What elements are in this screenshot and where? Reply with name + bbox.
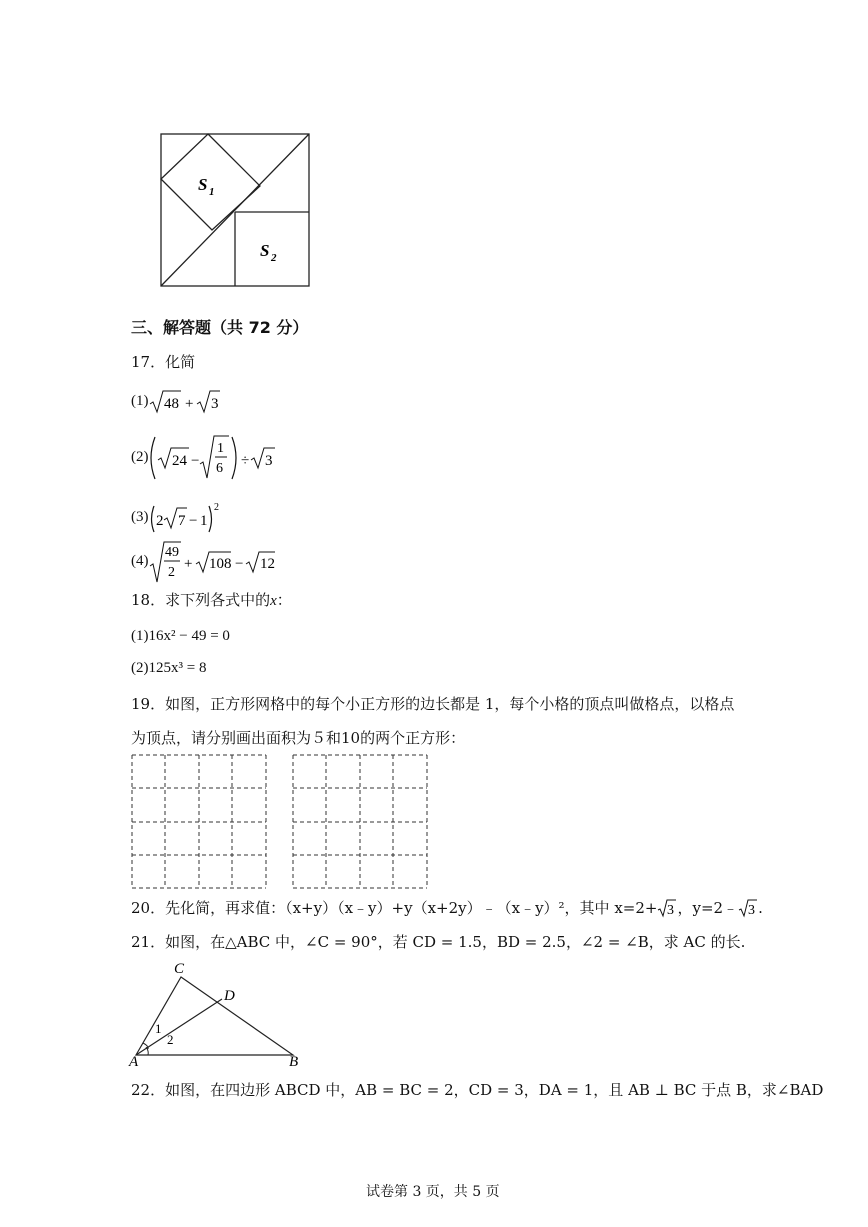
- q18-var: x: [270, 593, 277, 609]
- minus-sign-3: −: [235, 556, 244, 572]
- q19-line2: 为顶点，请分别画出面积为５和10的两个正方形：: [131, 729, 466, 747]
- q18-eq2: 125x³ = 8: [148, 660, 207, 676]
- radicand-12: 12: [260, 556, 275, 572]
- q18-eq1: 16x² − 49 = 0: [148, 628, 230, 644]
- q18-stem-text: 18．求下列各式中的: [131, 591, 271, 609]
- label-a: A: [129, 1054, 139, 1068]
- q17-part3: [131, 500, 271, 534]
- svg-text:3: 3: [748, 903, 756, 918]
- q20-end: .: [758, 899, 763, 917]
- q18-p2-label: (2): [131, 660, 149, 676]
- label-s2: S: [260, 241, 270, 260]
- q18-part1: [131, 626, 230, 646]
- square-s1: [161, 134, 260, 230]
- q17-p1-expr: [149, 388, 249, 416]
- radicand-48: 48: [164, 396, 179, 412]
- minus-sign: −: [191, 453, 200, 469]
- triangle-abc: [136, 977, 293, 1055]
- radicand-24: 24: [172, 453, 187, 469]
- triangle-figure: [126, 958, 316, 1068]
- q17-part4: [131, 540, 331, 584]
- label-b: B: [289, 1054, 299, 1068]
- label-angle-1: 1: [155, 1021, 162, 1036]
- frac-num-49: 49: [165, 545, 179, 560]
- q17-p3-label: (3): [131, 509, 149, 525]
- q17-p4-expr: [149, 540, 289, 584]
- grid-right: [292, 754, 428, 890]
- label-s1: S: [198, 175, 208, 194]
- minus-sign-2: −: [189, 513, 198, 529]
- square-figure: [150, 126, 320, 296]
- label-d: D: [224, 988, 235, 1004]
- q17-p3-expr: [149, 500, 229, 534]
- const-1: 1: [200, 513, 208, 529]
- q20-sqrt3-a: [657, 898, 677, 918]
- radicand-108: 108: [209, 556, 232, 572]
- radicand-3: 3: [211, 396, 219, 412]
- q18-colon: ：: [276, 591, 292, 609]
- q17-part1: [131, 388, 271, 418]
- q20-body: 20．先化简，再求值：（x+y）（x﹣y）+y（x+2y）﹣（x﹣y）²，其中 x=2+: [131, 899, 658, 917]
- q17-p1-label: (1): [131, 393, 149, 409]
- frac-num-1: 1: [217, 441, 224, 456]
- q22-text: 22．如图，在四边形 ABCD 中，AB = BC = 2，CD = 3，DA = 1，且 AB ⊥ BC 于点 B，求∠BAD: [131, 1081, 824, 1099]
- q20-sqrt3-b: [738, 898, 758, 918]
- q18-stem: [131, 590, 292, 611]
- q19-line1: 19．如图，正方形网格中的每个小正方形的边长都是 1，每个小格的顶点叫做格点，以格点: [131, 695, 735, 713]
- q18-part2: [131, 658, 206, 678]
- plus-sign: +: [185, 396, 194, 412]
- label-s2-sub: 2: [271, 252, 277, 264]
- q17-p2-label: (2): [131, 449, 149, 465]
- q20-text: [131, 898, 763, 918]
- plus-sign-2: +: [184, 556, 193, 572]
- segment-ad: [136, 999, 222, 1055]
- label-s1-sub: 1: [209, 186, 215, 198]
- q17-p4-label: (4): [131, 553, 149, 569]
- q17-part2: [131, 434, 311, 484]
- section-title: 三、解答题（共 72 分）: [131, 318, 309, 337]
- grid-left: [131, 754, 267, 890]
- frac-den-6: 6: [216, 461, 223, 476]
- divide-sign: ÷: [241, 453, 250, 469]
- frac-den-2: 2: [168, 565, 175, 580]
- label-angle-2: 2: [167, 1032, 174, 1047]
- q17-stem: 17．化简: [131, 353, 196, 371]
- label-c: C: [174, 961, 185, 977]
- q18-p1-label: (1): [131, 628, 149, 644]
- exponent-2: 2: [214, 502, 219, 513]
- page-footer: 试卷第 3 页，共 5 页: [366, 1184, 500, 1200]
- radicand-3b: 3: [265, 453, 273, 469]
- radicand-7: 7: [178, 513, 186, 529]
- q20-mid: ，y=2﹣: [677, 899, 739, 917]
- q17-p2-expr: [149, 434, 279, 482]
- q21-text: 21．如图，在△ABC 中，∠C = 90°，若 CD = 1.5，BD = 2.5，∠2 = ∠B，求 AC 的长.: [131, 933, 746, 951]
- coef-2: 2: [156, 513, 164, 529]
- svg-text:3: 3: [667, 903, 675, 918]
